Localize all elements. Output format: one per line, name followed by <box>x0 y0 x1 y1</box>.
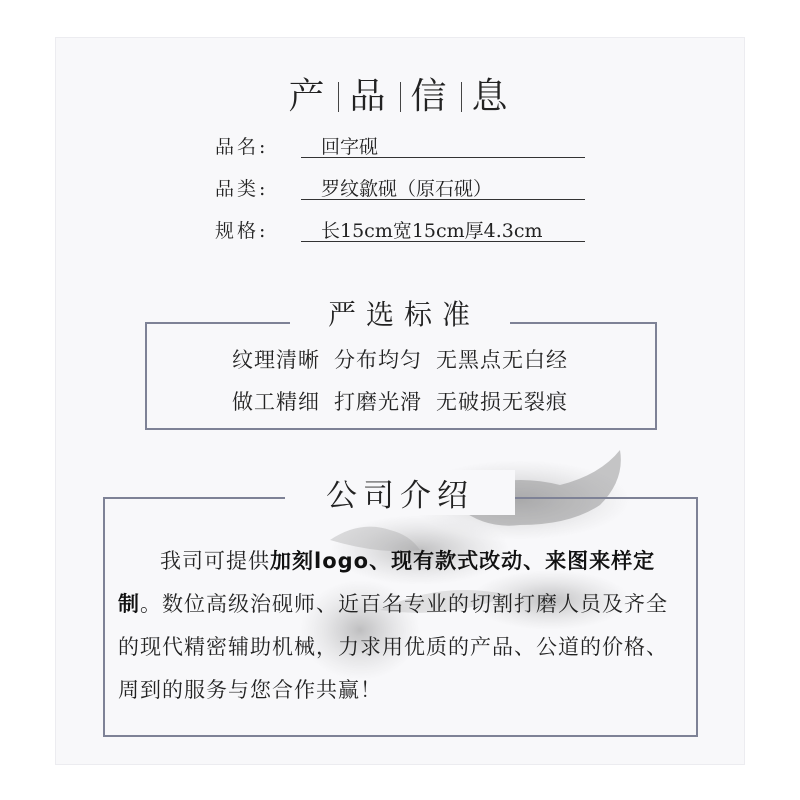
selection-item: 做工精细 <box>232 390 320 414</box>
selection-line <box>150 344 650 374</box>
info-label: 品类: <box>215 178 269 200</box>
title-char: 产 <box>288 76 329 117</box>
info-row-spec <box>215 216 585 242</box>
info-row-category <box>215 174 585 200</box>
selection-item: 打磨光滑 <box>334 390 422 414</box>
info-label: 规格: <box>215 220 269 242</box>
selection-item: 无破损无裂痕 <box>436 390 568 414</box>
info-value: 罗纹歙砚（原石砚） <box>301 174 585 200</box>
title-char: 品 <box>349 76 390 117</box>
selection-title: 严选标准 <box>290 293 510 333</box>
title-char: 息 <box>471 76 512 117</box>
company-title: 公司介绍 <box>285 470 515 515</box>
info-label: 品名: <box>215 136 269 158</box>
title-char: 信 <box>410 76 451 117</box>
product-info-title <box>0 68 800 119</box>
intro-text: 我司可提供 <box>160 549 270 573</box>
selection-item: 纹理清晰 <box>232 348 320 372</box>
info-value: 回字砚 <box>301 132 585 158</box>
title-divider <box>461 82 462 112</box>
selection-item: 分布均匀 <box>334 348 422 372</box>
body-text: 。数位高级治砚师、近百名专业的切割打磨人员及齐全的现代精密辅助机械，力求用优质的产品、公道的价格、周到的服务与您合作共赢！ <box>118 592 668 702</box>
info-row-name <box>215 132 585 158</box>
title-divider <box>400 82 401 112</box>
company-description <box>118 540 688 712</box>
service-highlight: 加刻logo、现有款式改动、来图来样定制 <box>118 549 656 616</box>
info-value: 长15cm宽15cm厚4.3cm <box>301 216 585 242</box>
title-divider <box>338 82 339 112</box>
selection-item: 无黑点无白经 <box>436 348 568 372</box>
selection-line <box>150 386 650 416</box>
